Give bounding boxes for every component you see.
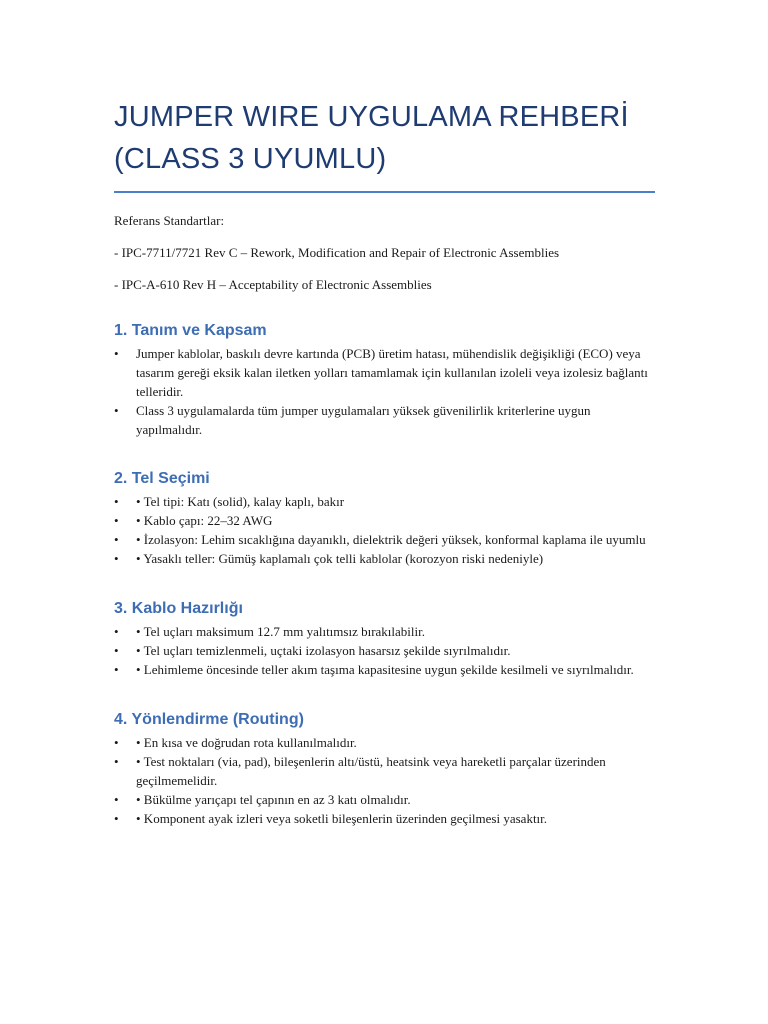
bullet-icon: • xyxy=(114,754,119,769)
list-item: • • Lehimleme öncesinde teller akım taşıma kapasitesine uygun şekilde kesilmeli ve sıyrılmalıdır. xyxy=(114,662,634,677)
bullet-list xyxy=(114,492,655,568)
list-item: • • Tel uçları maksimum 12.7 mm yalıtımsız bırakılabilir. xyxy=(114,624,425,639)
section-scope xyxy=(114,320,655,439)
section-heading: 4. Yönlendirme (Routing) xyxy=(114,711,304,728)
bullet-icon: • xyxy=(114,792,119,807)
bullet-icon: • xyxy=(114,532,119,547)
list-item: • • İzolasyon: Lehim sıcaklığına dayanıklı, dielektrik değeri yüksek, konformal kaplama ile uyumlu xyxy=(114,532,646,547)
title-divider xyxy=(114,191,655,193)
reference-item: - IPC-A-610 Rev H – Acceptability of Electronic Assemblies xyxy=(114,277,432,292)
list-item: • • Test noktaları (via, pad), bileşenlerin altı/üstü, heatsink veya hareketli parçalar üzerinden geçilmemelidir. xyxy=(114,754,606,788)
list-item: • Class 3 uygulamalarda tüm jumper uygulamaları yüksek güvenilirlik kriterlerine uygun yapılmalıdır. xyxy=(114,403,591,437)
list-item: • • Tel tipi: Katı (solid), kalay kaplı, bakır xyxy=(114,494,345,509)
reference-label: Referans Standartlar: xyxy=(114,213,225,228)
bullet-icon: • xyxy=(114,403,119,418)
title-line-1: JUMPER WIRE UYGULAMA REHBERİ xyxy=(114,101,629,133)
bullet-icon: • xyxy=(114,735,119,750)
bullet-list xyxy=(114,344,655,439)
section-routing xyxy=(114,709,655,828)
list-item: • • Kablo çapı: 22–32 AWG xyxy=(114,513,273,528)
section-cable-prep xyxy=(114,598,655,679)
document-page xyxy=(114,96,655,828)
reference-item: - IPC-7711/7721 Rev C – Rework, Modification and Repair of Electronic Assemblies xyxy=(114,245,560,260)
bullet-icon: • xyxy=(114,811,119,826)
section-heading: 2. Tel Seçimi xyxy=(114,470,210,487)
list-item: • Jumper kablolar, baskılı devre kartında (PCB) üretim hatası, mühendislik değişikliği (ECO) veya tasarım gereği eksik kalan iletken yolları tamamlamak için kullanılan izoleli veya izolesiz bağlantı telleridir. xyxy=(114,346,648,399)
bullet-icon: • xyxy=(114,513,119,528)
reference-standards xyxy=(114,213,655,293)
title-line-2: (CLASS 3 UYUMLU) xyxy=(114,143,387,175)
list-item: • • Tel uçları temizlenmeli, uçtaki izolasyon hasarsız şekilde sıyrılmalıdır. xyxy=(114,643,511,658)
bullet-icon: • xyxy=(114,346,119,361)
bullet-icon: • xyxy=(114,494,119,509)
list-item: • • Komponent ayak izleri veya soketli bileşenlerin üzerinden geçilmesi yasaktır. xyxy=(114,811,548,826)
bullet-list xyxy=(114,622,655,679)
list-item: • • Yasaklı teller: Gümüş kaplamalı çok telli kablolar (korozyon riski nedeniyle) xyxy=(114,551,544,566)
bullet-icon: • xyxy=(114,643,119,658)
section-heading: 3. Kablo Hazırlığı xyxy=(114,600,243,617)
bullet-icon: • xyxy=(114,551,119,566)
section-heading: 1. Tanım ve Kapsam xyxy=(114,322,267,339)
document-title xyxy=(114,96,655,180)
section-wire-selection xyxy=(114,468,655,568)
bullet-icon: • xyxy=(114,662,119,677)
bullet-list xyxy=(114,733,655,828)
list-item: • • Bükülme yarıçapı tel çapının en az 3 katı olmalıdır. xyxy=(114,792,411,807)
list-item: • • En kısa ve doğrudan rota kullanılmalıdır. xyxy=(114,735,357,750)
bullet-icon: • xyxy=(114,624,119,639)
